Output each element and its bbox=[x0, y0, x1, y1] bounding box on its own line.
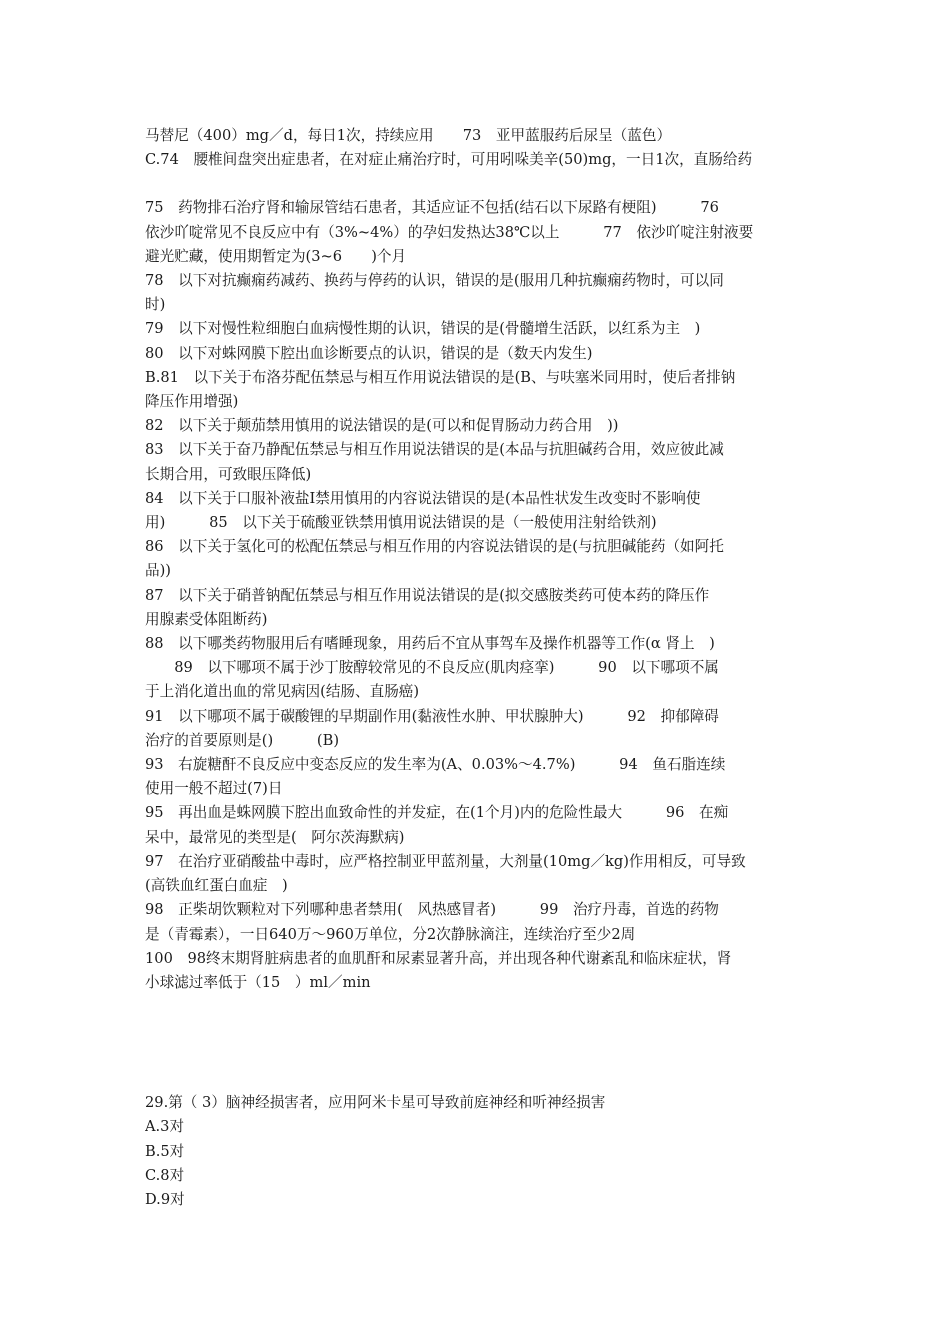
text-line: B.81 以下关于布洛芬配伍禁忌与相互作用说法错误的是(B、与呋塞米同用时，使后者排钠 bbox=[145, 368, 736, 386]
text-line: 82 以下关于颠茄禁用慎用的说法错误的是(可以和促胃肠动力药合用 )) bbox=[145, 417, 619, 435]
text-line: B.5对 bbox=[145, 1142, 185, 1160]
text-block bbox=[145, 124, 811, 172]
text-line: 避光贮藏，使用期暂定为(3~6 )个月 bbox=[145, 247, 407, 265]
text-line: 用腺素受体阻断药) bbox=[145, 610, 268, 628]
text-line: 93 右旋糖酐不良反应中变态反应的发生率为(A、0.03%～4.7%) 94 鱼石脂连续 bbox=[145, 756, 726, 774]
paragraph-gap bbox=[145, 995, 811, 1091]
text-line: C.74 腰椎间盘突出症患者，在对症止痛治疗时，可用吲哚美辛(50)mg，一日1次，直肠给药 bbox=[145, 151, 753, 169]
text-line: 29.第（ 3）脑神经损害者，应用阿米卡星可导致前庭神经和听神经损害 bbox=[145, 1094, 606, 1112]
text-line: 87 以下关于硝普钠配伍禁忌与相互作用说法错误的是(拟交感胺类药可使本药的降压作 bbox=[145, 586, 710, 604]
text-line: 长期合用，可致眼压降低) bbox=[145, 465, 312, 483]
text-line: 86 以下关于氢化可的松配伍禁忌与相互作用的内容说法错误的是(与抗胆碱能药（如阿托 bbox=[145, 538, 724, 556]
text-line: 97 在治疗亚硝酸盐中毒时，应严格控制亚甲蓝剂量，大剂量(10mg／kg)作用相反，可导致 bbox=[145, 852, 746, 870]
text-line: 品)) bbox=[145, 562, 171, 580]
text-line: 95 再出血是蛛网膜下腔出血致命性的并发症，在(1个月)内的危险性最大 96 在痴 bbox=[145, 804, 729, 822]
text-line: 88 以下哪类药物服用后有嗜睡现象，用药后不宜从事驾车及操作机器等工作(α 肾上 ) bbox=[145, 635, 715, 653]
text-line: 91 以下哪项不属于碳酸锂的早期副作用(黏液性水肿、甲状腺肿大) 92 抑郁障碍 bbox=[145, 707, 719, 725]
text-line: 降压作用增强) bbox=[145, 393, 239, 411]
text-line: 98 正柴胡饮颗粒对下列哪种患者禁用( 风热感冒者) 99 治疗丹毒，首选的药物 bbox=[145, 901, 719, 919]
text-line: 100 98终末期肾脏病患者的血肌酐和尿素显著升高，并出现各种代谢紊乱和临床症状，肾 bbox=[145, 949, 732, 967]
text-line: 于上消化道出血的常见病因(结肠、直肠癌) bbox=[145, 683, 420, 701]
text-line: 是（青霉素），一日640万～960万单位，分2次静脉滴注，连续治疗至少2周 bbox=[145, 925, 636, 943]
text-line: 马替尼（400）mg／d，每日1次，持续应用 73 亚甲蓝服药后尿呈（蓝色） bbox=[145, 127, 672, 144]
text-line: D.9对 bbox=[145, 1190, 185, 1208]
text-line: 80 以下对蛛网膜下腔出血诊断要点的认识，错误的是（数天内发生) bbox=[145, 344, 593, 362]
text-line: 呆中，最常见的类型是( 阿尔茨海默病) bbox=[145, 828, 405, 846]
text-line: 小球滤过率低于（15 ）ml／min bbox=[145, 973, 371, 991]
text-line: 89 以下哪项不属于沙丁胺醇较常见的不良反应(肌肉痉挛) 90 以下哪项不属 bbox=[145, 659, 719, 677]
paragraph-gap bbox=[145, 172, 811, 196]
text-line: 依沙吖啶常见不良反应中有（3%~4%）的孕妇发热达38℃以上 77 依沙吖啶注射液要 bbox=[145, 223, 754, 241]
text-block bbox=[145, 196, 811, 995]
text-line: 83 以下关于奋乃静配伍禁忌与相互作用说法错误的是(本品与抗胆碱药合用，效应彼此减 bbox=[145, 441, 724, 459]
text-line: 时) bbox=[145, 296, 166, 314]
text-line: 84 以下关于口服补液盐Ⅰ禁用慎用的内容说法错误的是(本品性状发生改变时不影响使 bbox=[145, 489, 701, 507]
text-block bbox=[145, 1091, 811, 1212]
text-line: 用) 85 以下关于硫酸亚铁禁用慎用说法错误的是（一般使用注射给铁剂) bbox=[145, 514, 657, 532]
text-line: 78 以下对抗癫痫药减药、换药与停药的认识，错误的是(服用几种抗癫痫药物时，可以同 bbox=[145, 272, 724, 290]
text-line: A.3对 bbox=[145, 1118, 185, 1136]
text-line: C.8对 bbox=[145, 1166, 185, 1184]
document-body bbox=[145, 124, 811, 1212]
text-line: 治疗的首要原则是() (B) bbox=[145, 731, 340, 749]
text-line: 79 以下对慢性粒细胞白血病慢性期的认识，错误的是(骨髓增生活跃，以红系为主 ) bbox=[145, 320, 701, 338]
text-line: (高铁血红蛋白血症 ) bbox=[145, 877, 288, 895]
text-line: 75 药物排石治疗肾和输尿管结石患者，其适应证不包括(结石以下尿路有梗阻) 76 bbox=[145, 199, 719, 217]
text-line: 使用一般不超过(7)日 bbox=[145, 780, 283, 798]
